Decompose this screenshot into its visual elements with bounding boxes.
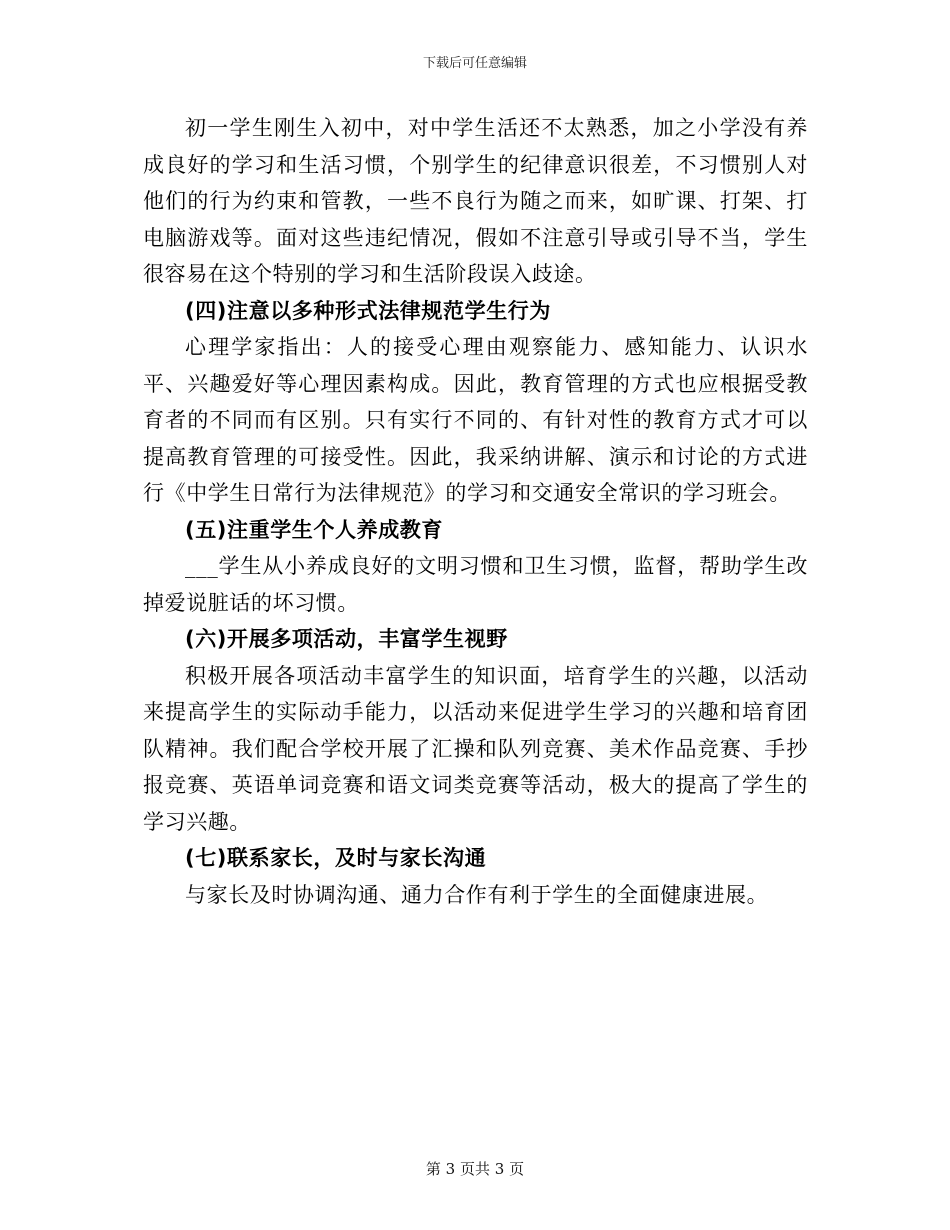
section-heading-5: (五)注重学生个人养成教育: [185, 517, 443, 542]
paragraph-section-4: 心理学家指出：人的接受心理由观察能力、感知能力、认识水平、兴趣爱好等心理因素构成。因此，教育管理的方式也应根据受教育者的不同而有区别。只有实行不同的、有针对性的教育方式才可以提高教育管理的可接受性。因此，我采纳讲解、演示和讨论的方式进行《中学生日常行为法律规范》的学习和交通安全常识的学习班会。: [143, 335, 808, 505]
section-heading-4: (四)注意以多种形式法律规范学生行为: [185, 298, 551, 323]
paragraph-section-6: 积极开展各项活动丰富学生的知识面，培育学生的兴趣，以活动来提高学生的实际动手能力，以活动来促进学生学习的兴趣和培育团队精神。我们配合学校开展了汇操和队列竞赛、美术作品竞赛、手抄报竞赛、英语单词竞赛和语文词类竞赛等活动，极大的提高了学生的学习兴趣。: [143, 663, 808, 834]
paragraph-section-5: ___学生从小养成良好的文明习惯和卫生习惯，监督，帮助学生改掉爱说脏话的坏习惯。: [143, 554, 808, 615]
paragraph-intro: 初一学生刚生入初中，对中学生活还不太熟悉，加之小学没有养成良好的学习和生活习惯，个别学生的纪律意识很差，不习惯别人对他们的行为约束和管教，一些不良行为随之而来，如旷课、打架、打电脑游戏等。面对这些违纪情况，假如不注意引导或引导不当，学生很容易在这个特别的学习和生活阶段误入歧途。: [143, 116, 808, 286]
paragraph-section-7: 与家长及时协调沟通、通力合作有利于学生的全面健康进展。: [185, 882, 769, 907]
page-footer: 第 3 页共 3 页: [425, 1160, 525, 1178]
section-heading-6: (六)开展多项活动，丰富学生视野: [185, 627, 508, 651]
section-heading-7: (七)联系家长，及时与家长沟通: [185, 846, 487, 870]
page-header: 下载后可任意编辑: [422, 56, 527, 71]
document-body: [143, 110, 808, 913]
